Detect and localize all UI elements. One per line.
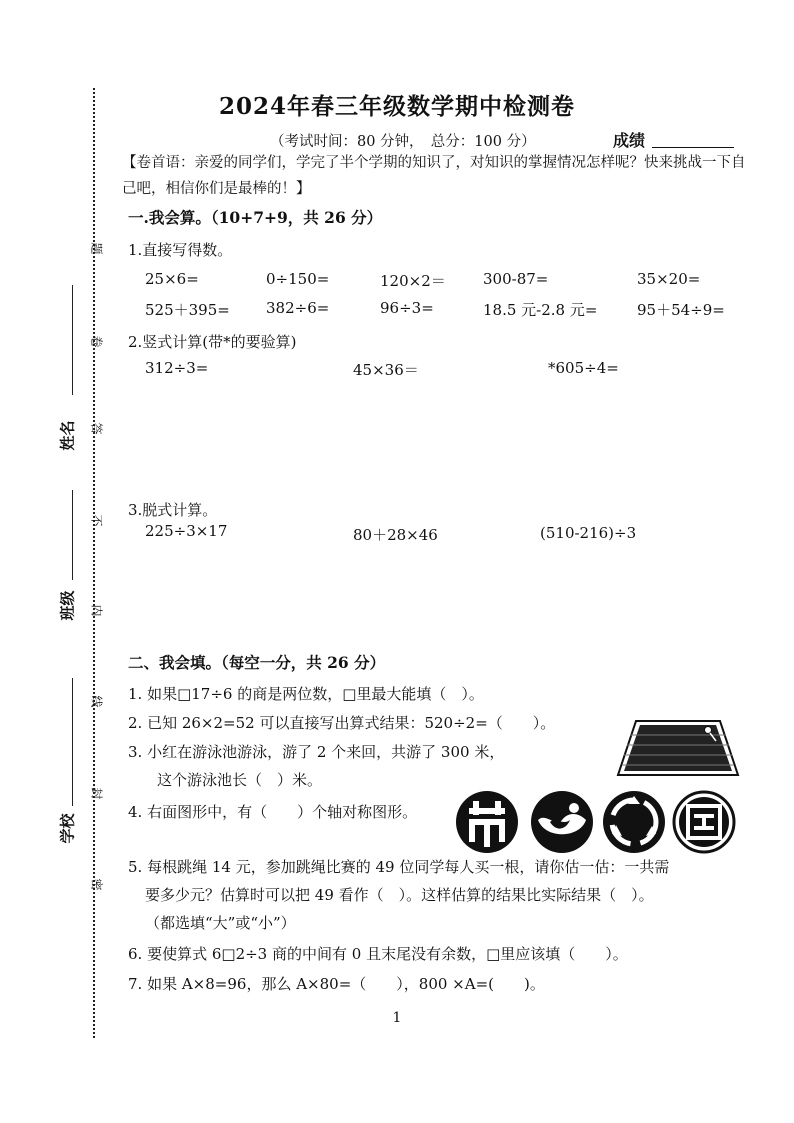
q3-label: 3.脱式计算。 <box>128 501 218 519</box>
swimming-pool-image <box>616 715 740 781</box>
oral-calc-item: 382÷6= <box>266 299 330 317</box>
score-label: 成绩 <box>613 131 646 150</box>
oral-calc-item: 95＋54÷9= <box>637 301 725 319</box>
page-title: 2024年春三年级数学期中检测卷 <box>218 93 575 120</box>
oral-calc-item: 120×2＝ <box>380 272 446 290</box>
stepwise-calc-item: 80＋28×46 <box>353 526 438 544</box>
school-field-line[interactable] <box>72 678 73 806</box>
vertical-calc-item: 312÷3= <box>145 359 209 377</box>
binding-char: 卷 <box>89 335 104 348</box>
fill-question-6: 6. 要使算式 6□2÷3 商的中间有 0 且末尾没有余数，□里应该填（ ）。 <box>128 945 628 963</box>
logo-figure-4 <box>672 790 736 854</box>
fill-question-5: 5. 每根跳绳 14 元，参加跳绳比赛的 49 位同学每人买一根，请你估一估：一共需 <box>128 858 670 876</box>
vertical-calc-item: 45×36＝ <box>353 361 419 379</box>
oral-calc-item: 25×6= <box>145 270 199 288</box>
logo-figure-2 <box>530 790 594 854</box>
fill-question-3: 3. 小红在游泳池游泳，游了 2 个来回，共游了 300 米， <box>128 743 505 761</box>
oral-calc-item: 96÷3= <box>380 299 434 317</box>
binding-char: 线 <box>89 695 104 708</box>
fill-question-1: 1. 如果□17÷6 的商是两位数，□里最大能填（ ）。 <box>128 685 484 703</box>
q1-label: 1.直接写得数。 <box>128 241 233 259</box>
preface-text: 【卷首语：亲爱的同学们，学完了半个学期的知识了，对知识的掌握情况怎样呢？快来挑战一下自己吧，相信你们是最棒的！】 <box>122 155 746 197</box>
class-field-line[interactable] <box>72 490 73 580</box>
binding-char: 答 <box>89 422 104 435</box>
binding-char: 内 <box>89 604 104 617</box>
logo-figure-1 <box>455 790 519 854</box>
section2-title: 二、我会填。（每空一分，共 26 分） <box>128 653 386 672</box>
binding-char: 不 <box>89 514 104 527</box>
q2-label: 2.竖式计算(带*的要验算) <box>128 333 297 351</box>
vertical-calc-item: *605÷4= <box>548 359 619 377</box>
school-field-label: 学校 <box>58 813 77 844</box>
stepwise-calc-item: 225÷3×17 <box>145 522 228 540</box>
binding-char: 密 <box>89 878 104 891</box>
section1-title: 一.我会算。（10+7+9，共 26 分） <box>128 208 383 227</box>
binding-char: 题 <box>89 242 104 255</box>
oral-calc-item: 18.5 元-2.8 元= <box>483 301 598 319</box>
stepwise-calc-item: (510-216)÷3 <box>540 524 637 542</box>
fill-question-5-note: （都选填“大”或“小”） <box>145 914 296 932</box>
page-number: 1 <box>392 1010 402 1026</box>
score-field[interactable] <box>652 147 734 148</box>
oral-calc-item: 0÷150= <box>266 270 330 288</box>
oral-calc-item: 525＋395= <box>145 301 230 319</box>
oral-calc-item: 300-87= <box>483 270 549 288</box>
fill-question-7: 7. 如果 A×8=96，那么 A×80=（ ），800 ×A=( )。 <box>128 975 545 993</box>
oral-calc-item: 35×20= <box>637 270 701 288</box>
class-field-label: 班级 <box>58 590 77 621</box>
binding-char: 封 <box>89 787 104 800</box>
binding-dotted-line <box>93 88 95 1038</box>
exam-info: （考试时间：80 分钟， 总分：100 分） <box>270 134 536 150</box>
fill-question-3-cont: 这个游泳池长（ ）米。 <box>157 771 323 789</box>
logo-figure-3 <box>602 790 666 854</box>
fill-question-5-cont: 要多少元？估算时可以把 49 看作（ ）。这样估算的结果比实际结果（ ）。 <box>145 886 654 904</box>
name-field-label: 姓名 <box>58 420 77 451</box>
name-field-line[interactable] <box>72 285 73 395</box>
fill-question-4: 4. 右面图形中，有（ ）个轴对称图形。 <box>128 803 418 821</box>
fill-question-2: 2. 已知 26×2=52 可以直接写出算式结果：520÷2=（ ）。 <box>128 714 556 732</box>
